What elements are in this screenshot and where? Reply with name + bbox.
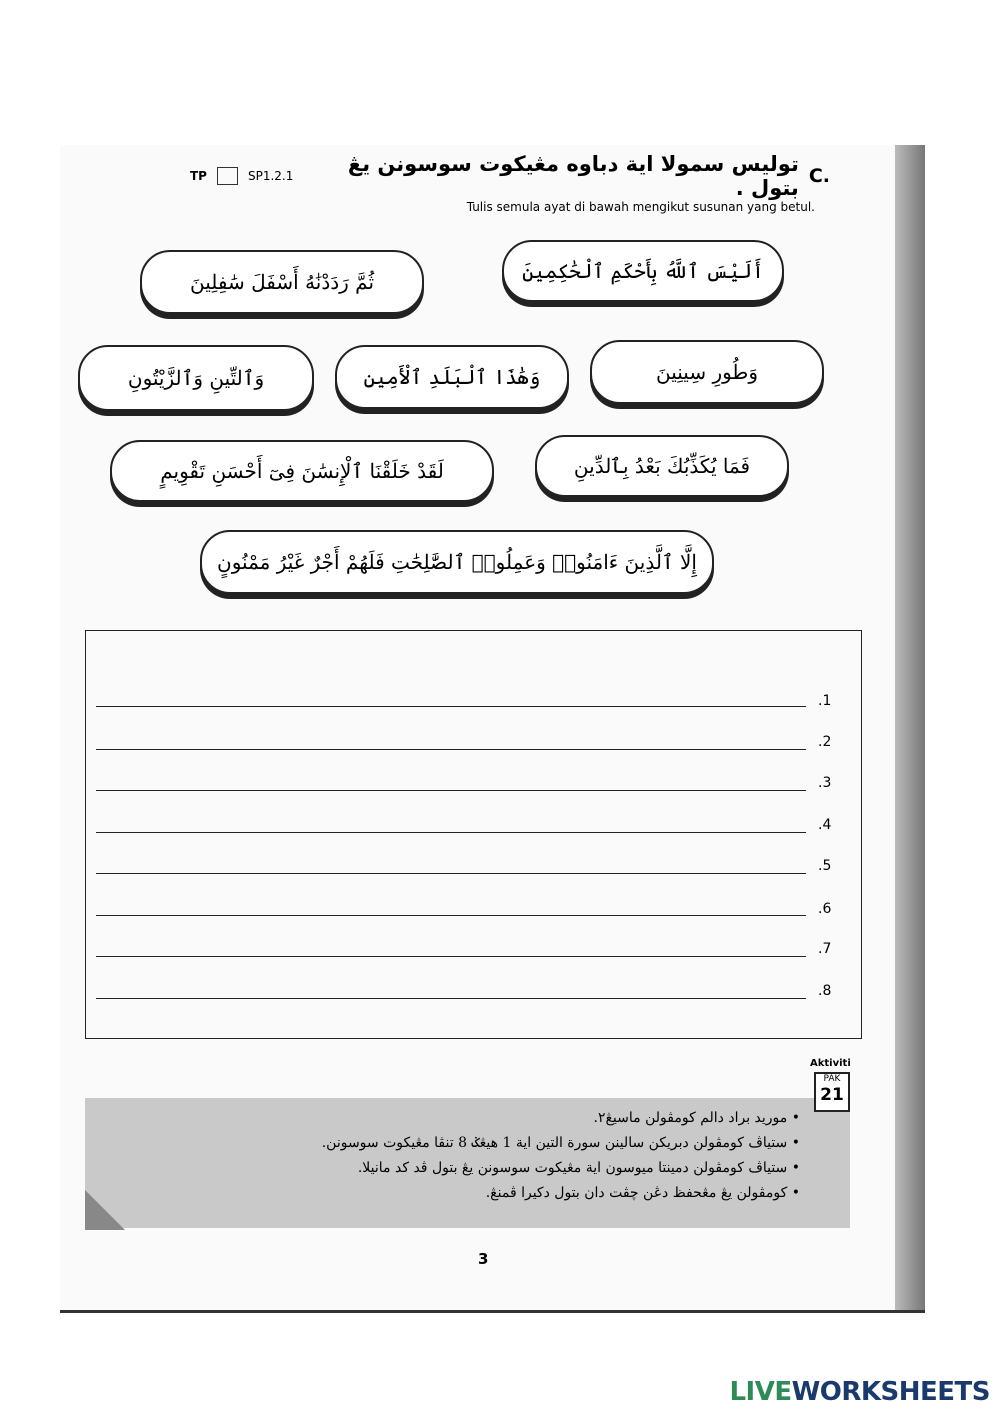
section-header bbox=[190, 152, 830, 200]
page-number: 3 bbox=[478, 1250, 489, 1268]
answer-number: .5 bbox=[818, 858, 832, 874]
standard-code: SP1.2.1 bbox=[247, 169, 294, 183]
instruction: Tulis semula ayat di bawah mengikut susunan yang betul. bbox=[466, 200, 815, 214]
page-binding-shadow bbox=[895, 145, 925, 1313]
verse-card[interactable]: لَقَدْ خَلَقْنَا ٱلْإِنسَٰنَ فِىٓ أَحْسَنِ تَقْوِيمٍ bbox=[110, 440, 494, 502]
pak21-icon bbox=[814, 1072, 850, 1112]
verse-card[interactable]: وَطُورِ سِينِينَ bbox=[590, 340, 824, 404]
pak-number: 21 bbox=[820, 1085, 844, 1105]
note-item: • موريد براد دالم كومڤولن ماسيڠ٢. bbox=[85, 1106, 800, 1131]
verse-card[interactable]: فَمَا يُكَذِّبُكَ بَعْدُ بِٱلدِّينِ bbox=[535, 435, 789, 497]
answer-number: .1 bbox=[818, 693, 832, 709]
answer-line-3[interactable] bbox=[96, 790, 806, 791]
page-bottom-edge bbox=[60, 1310, 925, 1313]
logo-prefix: LIVE bbox=[729, 1377, 792, 1407]
note-fold-corner bbox=[85, 1190, 125, 1230]
answer-line-5[interactable] bbox=[96, 873, 806, 874]
verse-card[interactable]: أَلَيْسَ ٱللَّهُ بِأَحْكَمِ ٱلْحَٰكِمِينَ bbox=[502, 240, 784, 302]
answer-line-7[interactable] bbox=[96, 956, 806, 957]
activity-notes bbox=[85, 1098, 850, 1228]
answer-number: .4 bbox=[818, 817, 832, 833]
answer-number: .6 bbox=[818, 901, 832, 917]
answer-number: .7 bbox=[818, 941, 832, 957]
answer-line-6[interactable] bbox=[96, 915, 806, 916]
section-letter: C. bbox=[808, 165, 830, 187]
answer-line-2[interactable] bbox=[96, 749, 806, 750]
verse-card[interactable]: إِلَّا ٱلَّذِينَ ءَامَنُوا۟ وَعَمِلُوا۟ ٱلصَّٰلِحَٰتِ فَلَهُمْ أَجْرٌ غَيْرُ مَمْنُونٍ bbox=[200, 530, 714, 594]
verse-card[interactable]: وَٱلتِّينِ وَٱلزَّيْتُونِ bbox=[78, 345, 314, 411]
answer-line-4[interactable] bbox=[96, 832, 806, 833]
liveworksheets-logo bbox=[729, 1377, 990, 1407]
answer-line-8[interactable] bbox=[96, 998, 806, 999]
tp-score-box[interactable] bbox=[217, 167, 238, 185]
note-item: • كومڤولن يڠ مڠحفظ دڠن چڤت دان بتول دكيرا ڤمنڠ. bbox=[85, 1181, 800, 1206]
section-title: توليس سمولا اية دباوه مڠيكوت سوسونن يڠ بتول . bbox=[347, 152, 799, 200]
answer-box bbox=[85, 630, 862, 1039]
tp-label: TP bbox=[190, 169, 207, 183]
answer-number: .8 bbox=[818, 983, 832, 999]
verse-card[interactable]: ثُمَّ رَدَدْنَٰهُ أَسْفَلَ سَٰفِلِينَ bbox=[140, 250, 424, 314]
verse-card[interactable]: وَهَٰذَا ٱلْبَلَدِ ٱلْأَمِينِ bbox=[335, 345, 569, 409]
note-item: • ستياڤ كومڤولن دمينتا ميوسون اية مڠيكوت سوسونن يڠ بتول ڤد كد مانيلا. bbox=[85, 1156, 800, 1181]
activity-label: Aktiviti bbox=[810, 1058, 851, 1069]
answer-line-1[interactable] bbox=[96, 706, 806, 707]
logo-rest: WORKSHEETS bbox=[791, 1377, 990, 1407]
pak-badge: PAK bbox=[823, 1074, 841, 1084]
answer-number: .2 bbox=[818, 734, 832, 750]
note-item: • ستياڤ كومڤولن دبريكن سالينن سورة التين اية 1 هيڠݢ 8 تنڤا مڠيكوت سوسونن. bbox=[85, 1131, 800, 1156]
answer-number: .3 bbox=[818, 775, 832, 791]
